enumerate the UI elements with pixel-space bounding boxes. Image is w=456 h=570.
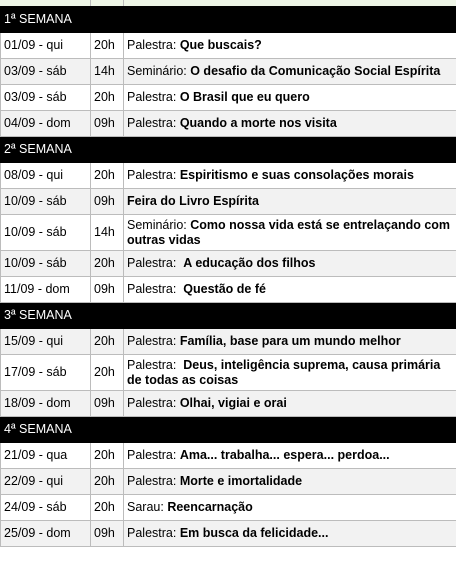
event-time: 20h [91, 443, 124, 469]
event-time: 14h [91, 215, 124, 251]
event-title: Como nossa vida está se entrelaçando com outras vidas [127, 217, 451, 247]
event-type: Palestra: [127, 256, 184, 270]
event-date: 04/09 - dom [1, 111, 91, 137]
event-title: Morte e imortalidade [179, 474, 303, 488]
event-description [124, 189, 456, 215]
event-row [1, 391, 456, 417]
event-date: 17/09 - sáb [1, 355, 91, 391]
event-title: Reencarnação [167, 500, 253, 514]
event-time: 09h [91, 391, 124, 417]
event-title: Espiritismo e suas consolações morais [179, 168, 414, 182]
week-header-row [1, 137, 456, 163]
event-date: 21/09 - qua [1, 443, 91, 469]
event-row [1, 189, 456, 215]
event-title: O desafio da Comunicação Social Espírita [190, 64, 441, 78]
event-time: 20h [91, 251, 124, 277]
event-description [124, 277, 456, 303]
event-date: 10/09 - sáb [1, 215, 91, 251]
event-type: Palestra: [127, 38, 180, 52]
event-type: Palestra: [127, 448, 180, 462]
event-title: Quando a morte nos visita [179, 116, 337, 130]
event-row [1, 277, 456, 303]
event-type: Palestra: [127, 474, 180, 488]
schedule-body [1, 7, 456, 547]
week-header-row [1, 303, 456, 329]
event-title: Que buscais? [179, 38, 262, 52]
event-row [1, 329, 456, 355]
event-time: 20h [91, 85, 124, 111]
event-type: Palestra: [127, 90, 180, 104]
event-type: Seminário: [127, 64, 191, 78]
schedule-table [0, 6, 456, 547]
event-description [124, 495, 456, 521]
event-title: Olhai, vigiai e orai [179, 396, 287, 410]
event-row [1, 59, 456, 85]
event-description [124, 391, 456, 417]
week-label: 2ª SEMANA [1, 137, 456, 163]
event-row [1, 443, 456, 469]
event-type: Palestra: [127, 357, 184, 372]
event-title: Questão de fé [183, 282, 266, 296]
event-row [1, 215, 456, 251]
event-type: Palestra: [127, 282, 184, 296]
event-time: 20h [91, 355, 124, 391]
event-time: 20h [91, 495, 124, 521]
event-date: 03/09 - sáb [1, 85, 91, 111]
event-date: 22/09 - qui [1, 469, 91, 495]
event-description [124, 329, 456, 355]
event-time: 09h [91, 277, 124, 303]
week-label: 3ª SEMANA [1, 303, 456, 329]
event-row [1, 521, 456, 547]
event-time: 20h [91, 163, 124, 189]
event-time: 14h [91, 59, 124, 85]
event-title: O Brasil que eu quero [179, 90, 310, 104]
week-label: 1ª SEMANA [1, 7, 456, 33]
event-type: Palestra: [127, 116, 180, 130]
event-type: Seminário: [127, 217, 191, 232]
event-description [124, 251, 456, 277]
event-type: Sarau: [127, 500, 168, 514]
event-description [124, 521, 456, 547]
event-description [124, 85, 456, 111]
event-description [124, 59, 456, 85]
event-description [124, 111, 456, 137]
event-title: Ama... trabalha... espera... perdoa... [179, 448, 390, 462]
event-date: 24/09 - sáb [1, 495, 91, 521]
event-title: A educação dos filhos [183, 256, 316, 270]
event-row [1, 163, 456, 189]
event-row [1, 469, 456, 495]
event-type: Palestra: [127, 334, 180, 348]
event-date: 18/09 - dom [1, 391, 91, 417]
event-row [1, 495, 456, 521]
event-date: 10/09 - sáb [1, 251, 91, 277]
event-row [1, 33, 456, 59]
event-time: 20h [91, 33, 124, 59]
event-title: Em busca da felicidade... [179, 526, 329, 540]
event-date: 08/09 - qui [1, 163, 91, 189]
event-date: 15/09 - qui [1, 329, 91, 355]
event-description [124, 443, 456, 469]
event-time: 20h [91, 469, 124, 495]
event-date: 25/09 - dom [1, 521, 91, 547]
event-time: 09h [91, 111, 124, 137]
event-time: 20h [91, 329, 124, 355]
event-time: 09h [91, 521, 124, 547]
event-title: Família, base para um mundo melhor [179, 334, 401, 348]
event-date: 11/09 - dom [1, 277, 91, 303]
event-row [1, 111, 456, 137]
event-date: 03/09 - sáb [1, 59, 91, 85]
event-time: 09h [91, 189, 124, 215]
week-label: 4ª SEMANA [1, 417, 456, 443]
event-description [124, 33, 456, 59]
week-header-row [1, 417, 456, 443]
event-type: Palestra: [127, 526, 180, 540]
event-type: Palestra: [127, 168, 180, 182]
event-description [124, 355, 456, 391]
event-description [124, 215, 456, 251]
event-row [1, 355, 456, 391]
event-date: 01/09 - qui [1, 33, 91, 59]
event-title: Deus, inteligência suprema, causa primária de todas as coisas [127, 357, 441, 387]
week-header-row [1, 7, 456, 33]
event-date: 10/09 - sáb [1, 189, 91, 215]
event-row [1, 251, 456, 277]
event-description [124, 163, 456, 189]
event-type: Palestra: [127, 396, 180, 410]
event-description [124, 469, 456, 495]
event-row [1, 85, 456, 111]
event-title: Feira do Livro Espírita [127, 194, 259, 208]
